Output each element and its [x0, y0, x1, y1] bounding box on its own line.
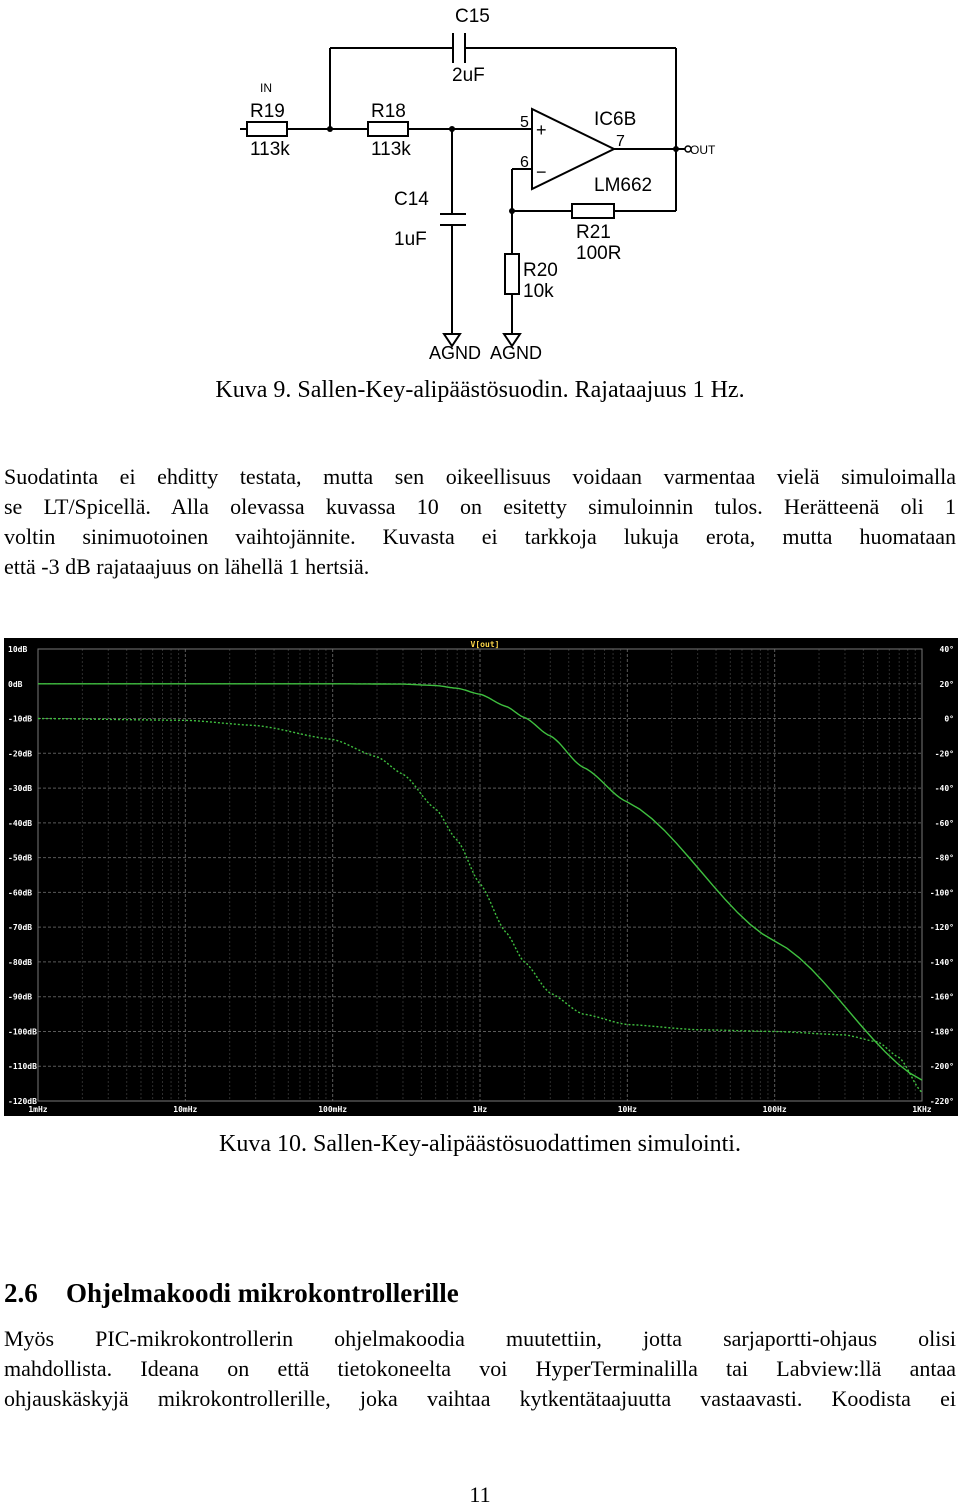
y-tick-label-right: -20° — [934, 749, 954, 759]
pin5-label: 5 — [520, 114, 529, 131]
paragraph-line: Myös PIC-mikrokontrollerin ohjelmakoodia muutettiin, jotta sarjaportti-ohjaus olisi — [4, 1326, 956, 1351]
y-tick-label-left: -40dB — [8, 818, 33, 828]
in-label: IN — [260, 81, 272, 95]
paragraph-line: ohjauskäskyjä mikrokontrollerille, joka vaihtaa kytkentätaajuutta vastaavasti. Koodista ei — [4, 1386, 956, 1411]
plot-title: V[out] — [470, 640, 500, 649]
plus-label: + — [536, 120, 547, 140]
r18-value: 113k — [371, 139, 411, 160]
paragraph-1 — [4, 462, 956, 582]
y-tick-label-left: -60dB — [8, 888, 33, 898]
page-number: 11 — [469, 1482, 491, 1507]
r19-value: 113k — [250, 139, 290, 160]
plot-background — [4, 638, 958, 1116]
pin7-label: 7 — [616, 133, 625, 150]
bode-plot — [4, 638, 958, 1116]
minus-label: − — [536, 162, 547, 182]
y-tick-label-right: -180° — [929, 1027, 954, 1037]
ic-part: LM662 — [594, 175, 653, 196]
paragraph-line: Suodatinta ei ehditty testata, mutta sen oikeellisuus voidaan varmentaa vielä simuloimalla — [4, 464, 956, 489]
y-tick-label-left: -20dB — [8, 749, 33, 759]
resistor-r18 — [368, 122, 408, 136]
section-heading — [4, 1276, 459, 1310]
y-tick-label-right: -200° — [929, 1062, 954, 1072]
r20-name: R20 — [523, 260, 558, 281]
paragraph-line: se LT/Spicellä. Alla olevassa kuvassa 10 on esitetty simuloinnin tulos. Herätteenä oli 1 — [4, 494, 956, 519]
sallen-key-schematic — [0, 0, 960, 365]
c14-name: C14 — [394, 189, 429, 210]
resistor-r20 — [505, 254, 519, 294]
x-tick-label: 100mHz — [318, 1105, 348, 1114]
out-label: OUT — [690, 143, 716, 157]
y-tick-label-left: 10dB — [8, 645, 28, 654]
x-tick-label: 1KHz — [912, 1105, 932, 1114]
y-tick-label-left: -50dB — [8, 853, 33, 863]
y-tick-label-left: -120dB — [8, 1097, 37, 1106]
y-tick-label-left: -90dB — [8, 992, 33, 1002]
y-tick-label-left: -30dB — [8, 784, 33, 794]
y-tick-label-right: -80° — [934, 853, 954, 863]
ic-name: IC6B — [594, 109, 637, 130]
paragraph-line: että -3 dB rajataajuus on lähellä 1 hertsiä. — [4, 554, 370, 579]
y-tick-label-right: -140° — [929, 957, 954, 967]
agnd-label-2: AGND — [490, 343, 543, 363]
y-tick-label-right: 40° — [939, 645, 954, 654]
resistor-r21 — [572, 204, 614, 218]
y-tick-label-left: -70dB — [8, 923, 33, 933]
y-tick-label-right: -160° — [929, 992, 954, 1002]
pin6-label: 6 — [520, 154, 529, 171]
section-number: 2.6 — [4, 1278, 38, 1308]
resistor-r19 — [247, 122, 287, 136]
c15-value: 2uF — [452, 65, 485, 86]
x-tick-label: 1Hz — [472, 1105, 488, 1114]
y-tick-label-right: -120° — [929, 923, 954, 933]
x-tick-label: 10mHz — [173, 1105, 198, 1114]
y-tick-label-right: -100° — [929, 888, 954, 898]
y-tick-label-left: -10dB — [8, 714, 33, 724]
r19-name: R19 — [250, 101, 285, 122]
paragraph-line: mahdollista. Ideana on että tietokoneelta voi HyperTerminalilla tai Labview:llä antaa — [4, 1356, 956, 1381]
paragraph-line: voltin sinimuotoinen vaihtojännite. Kuvasta ei tarkkoja lukuja erota, mutta huomataan — [4, 524, 956, 549]
figure10-caption: Kuva 10. Sallen-Key-alipäästösuodattimen simulointi. — [219, 1131, 741, 1157]
y-tick-label-right: -60° — [934, 818, 954, 828]
y-tick-label-left: -80dB — [8, 957, 33, 967]
paragraph-2 — [4, 1324, 956, 1414]
y-tick-label-right: -220° — [929, 1097, 954, 1106]
figure9-caption: Kuva 9. Sallen-Key-alipäästösuodin. Rajataajuus 1 Hz. — [215, 377, 745, 403]
r20-value: 10k — [523, 281, 554, 302]
c14-value: 1uF — [394, 229, 427, 250]
y-tick-label-left: -110dB — [8, 1062, 37, 1072]
c15-name: C15 — [455, 6, 490, 27]
r21-name: R21 — [576, 222, 611, 243]
y-tick-label-right: 0° — [944, 714, 954, 724]
y-tick-label-left: 0dB — [8, 679, 23, 689]
y-tick-label-right: 20° — [939, 679, 954, 689]
r21-value: 100R — [576, 243, 622, 264]
x-tick-label: 10Hz — [617, 1105, 637, 1114]
y-tick-label-left: -100dB — [8, 1027, 37, 1037]
y-tick-label-right: -40° — [934, 784, 954, 794]
r18-name: R18 — [371, 101, 406, 122]
section-title: Ohjelmakoodi mikrokontrollerille — [66, 1278, 459, 1308]
agnd-label-1: AGND — [429, 343, 482, 363]
x-tick-label: 100Hz — [762, 1105, 787, 1114]
x-tick-label: 1mHz — [28, 1105, 48, 1114]
